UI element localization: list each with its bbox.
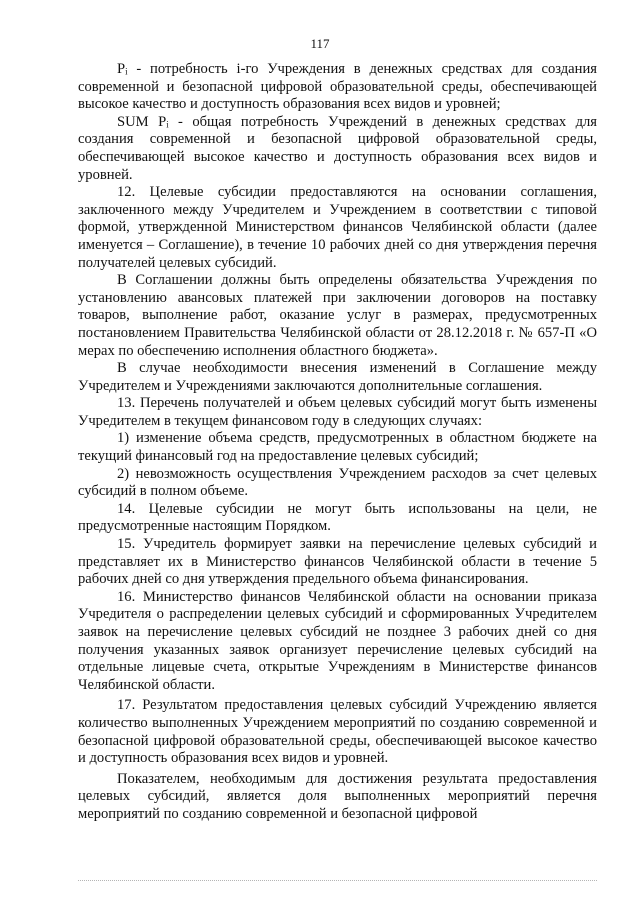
- paragraph-item-12: 12. Целевые субсидии предоставляются на основании соглашения, заключенного между Учредителем и Учреждением в соответствии с типовой формой, утвержденной Министерством финансов Челябинской области (далее именуется – Соглашение), в течение 10 рабочих дней со дня утверждения перечня получателей целевых субсидий.: [78, 184, 597, 271]
- document-body: [78, 61, 597, 824]
- paragraph-item-17: 17. Результатом предоставления целевых субсидий Учреждению является количество выполненных Учреждением мероприятий по созданию современной и безопасной цифровой образовательной среды, обеспечивающей высокое качество и доступность образования всех видов и уровней.: [78, 697, 597, 767]
- paragraph-agreement-obligations: В Соглашении должны быть определены обязательства Учреждения по установлению авансовых платежей при заключении договоров на поставку товаров, выполнение работ, оказание услуг в размерах, предусмотренных постановлением Правительства Челябинской области от 28.12.2018 г. № 657-П «О мерах по обеспечению исполнения областного бюджета».: [78, 272, 597, 359]
- paragraph-pi-definition: Pᵢ - потребность i-го Учреждения в денежных средствах для создания современной и безопасной цифровой образовательной среды, обеспечивающей высокое качество и доступность образования всех видов и уровней;: [78, 61, 597, 113]
- paragraph-item-16: 16. Министерство финансов Челябинской области на основании приказа Учредителя о распределении целевых субсидий и сформированных Учредителем заявок на перечисление целевых субсидий не позднее 3 рабочих дней со дня получения указанных заявок организует перечисление целевых субсидий на отдельные лицевые счета, открытые Учреждениям в Министерстве финансов Челябинской области.: [78, 588, 597, 693]
- paragraph-case-1: 1) изменение объема средств, предусмотренных в областном бюджете на текущий финансовый год на предоставление целевых субсидий;: [78, 430, 597, 465]
- paragraph-item-14: 14. Целевые субсидии не могут быть использованы на цели, не предусмотренные настоящим Порядком.: [78, 500, 597, 535]
- paragraph-indicator: Показателем, необходимым для достижения результата предоставления целевых субсидий, является доля выполненных мероприятий перечня мероприятий по созданию современной и безопасной цифровой: [78, 770, 597, 822]
- paragraph-additional-agreements: В случае необходимости внесения изменений в Соглашение между Учредителем и Учреждениями заключаются дополнительные соглашения.: [78, 360, 597, 394]
- paragraph-case-2: 2) невозможность осуществления Учреждением расходов за счет целевых субсидий в полном объеме.: [78, 465, 597, 500]
- scan-bottom-line: [78, 880, 597, 881]
- paragraph-sum-pi-definition: SUM Pᵢ - общая потребность Учреждений в денежных средствах для создания современной и безопасной цифровой образовательной среды, обеспечивающей высокое качество и доступность образования всех видов и уровней.: [78, 113, 597, 183]
- page-number: 117: [310, 36, 330, 51]
- paragraph-item-15: 15. Учредитель формирует заявки на перечисление целевых субсидий и представляет их в Министерство финансов Челябинской области в течение 5 рабочих дней со дня утверждения предельного объема финансирования.: [78, 536, 597, 588]
- paragraph-item-13: 13. Перечень получателей и объем целевых субсидий могут быть изменены Учредителем в текущем финансовом году в следующих случаях:: [78, 395, 597, 429]
